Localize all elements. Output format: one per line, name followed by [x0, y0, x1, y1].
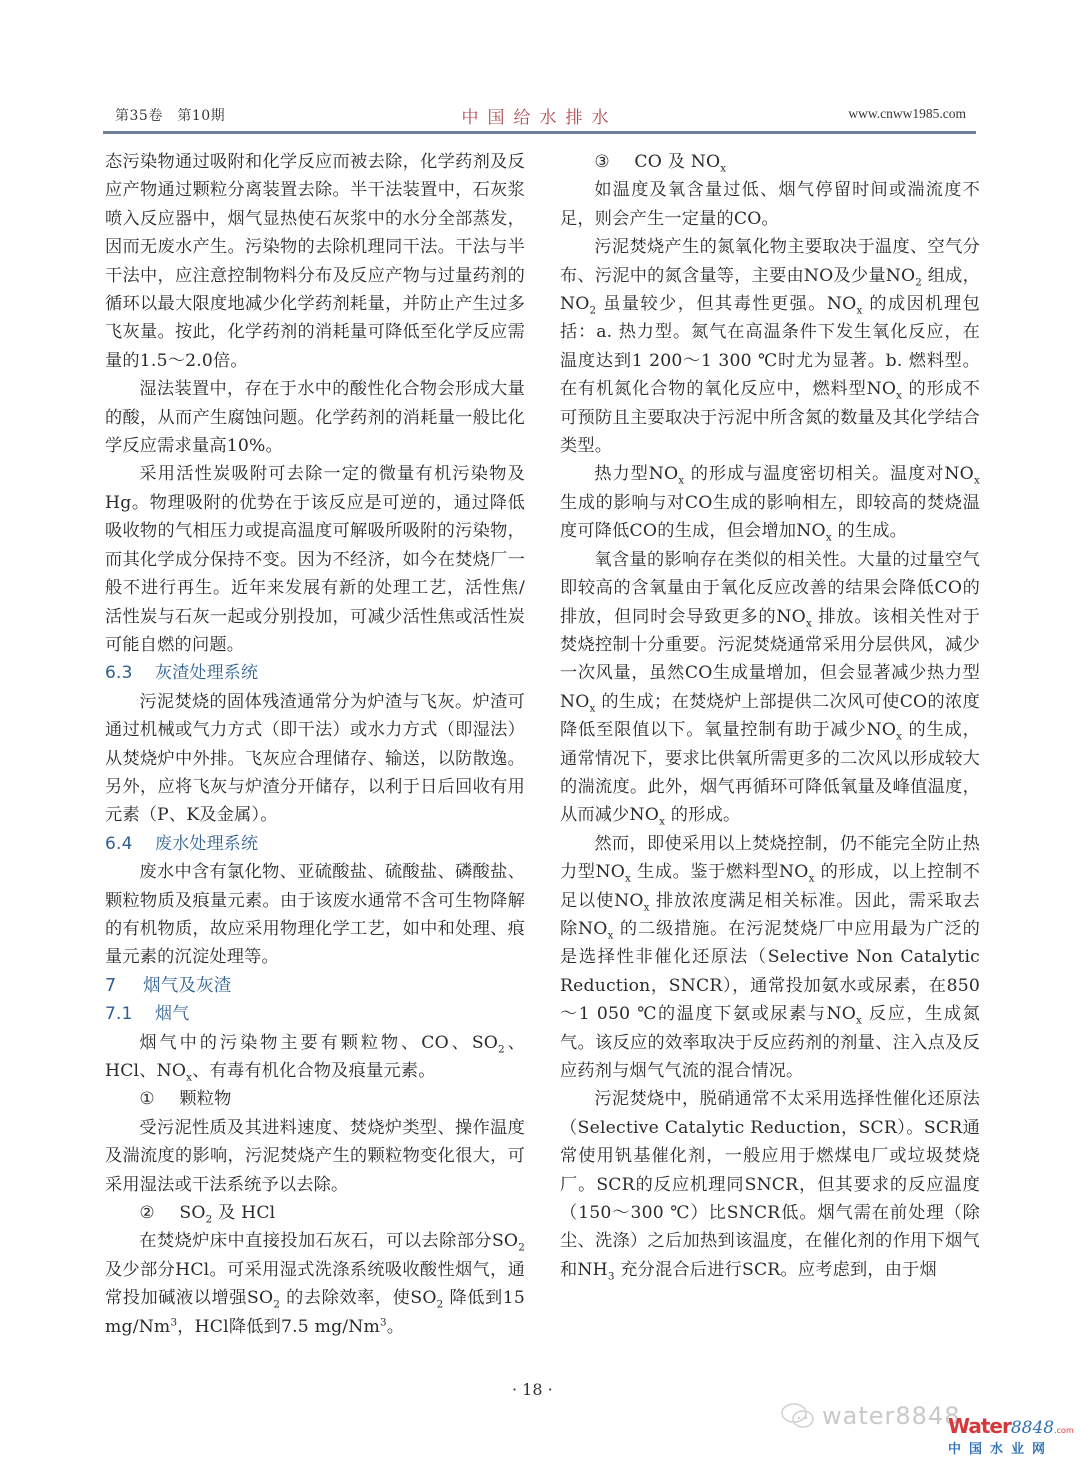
running-header	[103, 103, 976, 127]
section-title: 烟气及灰渣	[143, 975, 232, 996]
paragraph: 氧含量的影响存在类似的相关性。大量的过量空气即较高的含氧量由于氧化反应改善的结果会降低CO的排放，但同时会导致更多的$NO_x$ 排放。该相关性对于焚烧控制十分重要。污泥焚烧通常采用分层供风，减少一次风量，虽然CO生成量增加，但会显著减少热力型$NO_x$ 的生成；在焚烧炉上部提供二次风可使CO的浓度降低至限值以下。氧量控制有助于减少$NO_x$ 的生成，通常情况下，要求比供氧所需更多的二次风以形成较大的湍流度。此外，烟气再循环可降低氧量及峰值温度，从而减少$NO_x$ 的形成。	[560, 549, 980, 828]
paragraph: 热力型$NO_x$ 的形成与温度密切相关。温度对$NO_x$ 生成的影响与对CO生成的影响相左，即较高的焚烧温度可降低CO的生成，但会增加$NO_x$ 的生成。	[560, 464, 980, 544]
section-heading-7-1	[105, 1000, 525, 1028]
paragraph: 废水中含有氯化物、亚硫酸盐、硫酸盐、磷酸盐、颗粒物质及痕量元素。由于该废水通常不含可生物降解的有机物质，故应采用物理化学工艺，如中和处理、痕量元素的沉淀处理等。	[105, 862, 525, 968]
paragraph: 湿法装置中，存在于水中的酸性化合物会形成大量的酸，从而产生腐蚀问题。化学药剂的消耗量一般比化学反应需求量高10%。	[105, 379, 525, 457]
section-heading-6-3	[105, 659, 525, 687]
subheading-co-nox: ③ CO 及 $NO_x$	[560, 148, 980, 176]
circled-number: ③	[594, 152, 610, 172]
paragraph: 采用活性炭吸附可去除一定的微量有机污染物及Hg。物理吸附的优势在于该反应是可逆的，通过降低吸收物的气相压力或提高温度可解吸所吸附的污染物，而其化学成分保持不变。因为不经济，如今在焚烧厂一般不进行再生。近年来发展有新的处理工艺，活性焦/活性炭与石灰一起或分别投加，可减少活性焦或活性炭可能自燃的问题。	[105, 464, 525, 655]
journal-website: www.cnww1985.com	[848, 106, 966, 121]
paragraph: 污泥焚烧的固体残渣通常分为炉渣与飞灰。炉渣可通过机械或气力方式（即干法）或水力方式（即湿法）从焚烧炉中外排。飞灰应合理储存、输送，以防散逸。另外，应将飞灰与炉渣分开储存，以利于日后回收有用元素（P、K及金属）。	[105, 691, 525, 826]
header-rule	[103, 131, 976, 134]
logo-subtitle: 中国水业网	[948, 1442, 1054, 1457]
wechat-watermark	[780, 1400, 960, 1432]
circled-number: ①	[139, 1089, 155, 1110]
volume-issue: 第35卷 第10期	[115, 108, 226, 124]
logo-wordmark: Water8848.com	[948, 1414, 1074, 1438]
section-title: 烟气	[155, 1004, 190, 1025]
section-number: 6.3	[105, 663, 133, 684]
section-number: 7	[105, 975, 117, 996]
section-title: 灰渣处理系统	[155, 663, 259, 684]
paragraph: 如温度及氧含量过低、烟气停留时间或湍流度不足，则会产生一定量的CO。	[560, 180, 980, 229]
journal-title: 中国给水排水	[461, 108, 618, 128]
section-heading-6-4	[105, 830, 525, 858]
left-column	[105, 148, 525, 1363]
paragraph: 受污泥性质及其进料速度、焚烧炉类型、操作温度及湍流度的影响，污泥焚烧产生的颗粒物变化很大，可采用湿法或干法系统予以去除。	[105, 1117, 525, 1195]
page-number: · 18 ·	[512, 1380, 553, 1399]
wechat-icon	[780, 1401, 816, 1431]
water8848-logo	[948, 1414, 1078, 1464]
paragraph: 态污染物通过吸附和化学反应而被去除，化学药剂及反应产物通过颗粒分离装置去除。半干法装置中，石灰浆喷入反应器中，烟气显热使石灰浆中的水分全部蒸发，因而无废水产生。污染物的去除机理同干法。干法与半干法中，应注意控制物料分布及反应产物与过量药剂的循环以最大限度地减少化学药剂耗量，并防止产生过多飞灰量。按此，化学药剂的消耗量可降低至化学反应需量的1.5～2.0倍。	[105, 152, 525, 371]
section-heading-7	[105, 972, 525, 1000]
subheading-particulates: ① 颗粒物	[105, 1085, 525, 1113]
paragraph: 然而，即使采用以上焚烧控制，仍不能完全防止热力型$NO_x$ 生成。鉴于燃料型$NO_x$ 的形成，以上控制不足以使$NO_x$ 排放浓度满足相关标准。因此，需采取去除$NO_x$ 的二级措施。在污泥焚烧厂中应用最为广泛的是选择性非催化还原法（Selective Non Catalytic Reduction，SNCR），通常投加氨水或尿素，在850～1 050 ℃的温度下氨或尿素与$NO_x$ 反应，生成氮气。该反应的效率取决于反应药剂的剂量、注入点及反应药剂与烟气气流的混合情况。	[560, 833, 981, 1081]
subheading-so2-hcl: ② $SO_2$ 及 HCl	[105, 1199, 525, 1227]
section-title: 废水处理系统	[155, 833, 259, 854]
paragraph: 烟气中的污染物主要有颗粒物、CO、$SO_2$、HCl、$NO_x$、有毒有机化合物及痕量元素。	[105, 1032, 525, 1084]
section-number: 7.1	[105, 1004, 133, 1025]
paragraph: 污泥焚烧产生的氮氧化物主要取决于温度、空气分布、污泥中的氮含量等，主要由NO及少量$NO_2$ 组成，$NO_2$ 虽量较少，但其毒性更强。$NO_x$ 的成因机理包括：a. 热力型。氮气在高温条件下发生氧化反应，在温度达到1 200～1 300 ℃时尤为显著。b. 燃料型。在有机氮化合物的氧化反应中，燃料型$NO_x$ 的形成不可预防且主要取决于污泥中所含氮的数量及其化学结合类型。	[560, 237, 980, 457]
paragraph: 污泥焚烧中，脱硝通常不太采用选择性催化还原法（Selective Catalytic Reduction，SCR）。SCR通常使用钒基催化剂，一般应用于燃煤电厂或垃圾焚烧厂。SCR的反应机理同SNCR，但其要求的反应温度（150～300 ℃）比SNCR低。烟气需在前处理（除尘、洗涤）之后加热到该温度，在催化剂的作用下烟气和$NH_3$ 充分混合后进行SCR。应考虑到，由于烟	[560, 1089, 980, 1283]
section-number: 6.4	[105, 833, 133, 854]
circled-number: ②	[139, 1203, 155, 1224]
paragraph: 在焚烧炉床中直接投加石灰石，可以去除部分$SO_2$ 及少部分HCl。可采用湿式洗涤系统吸收酸性烟气，通常投加碱液以增强$SO_2$ 的去除效率，使$SO_2$ 降低到15 mg/Nm$^3$，HCl降低到7.5 mg/Nm$^3$。	[105, 1231, 525, 1337]
right-column	[560, 148, 980, 1363]
watermark-text: water8848	[822, 1402, 961, 1430]
